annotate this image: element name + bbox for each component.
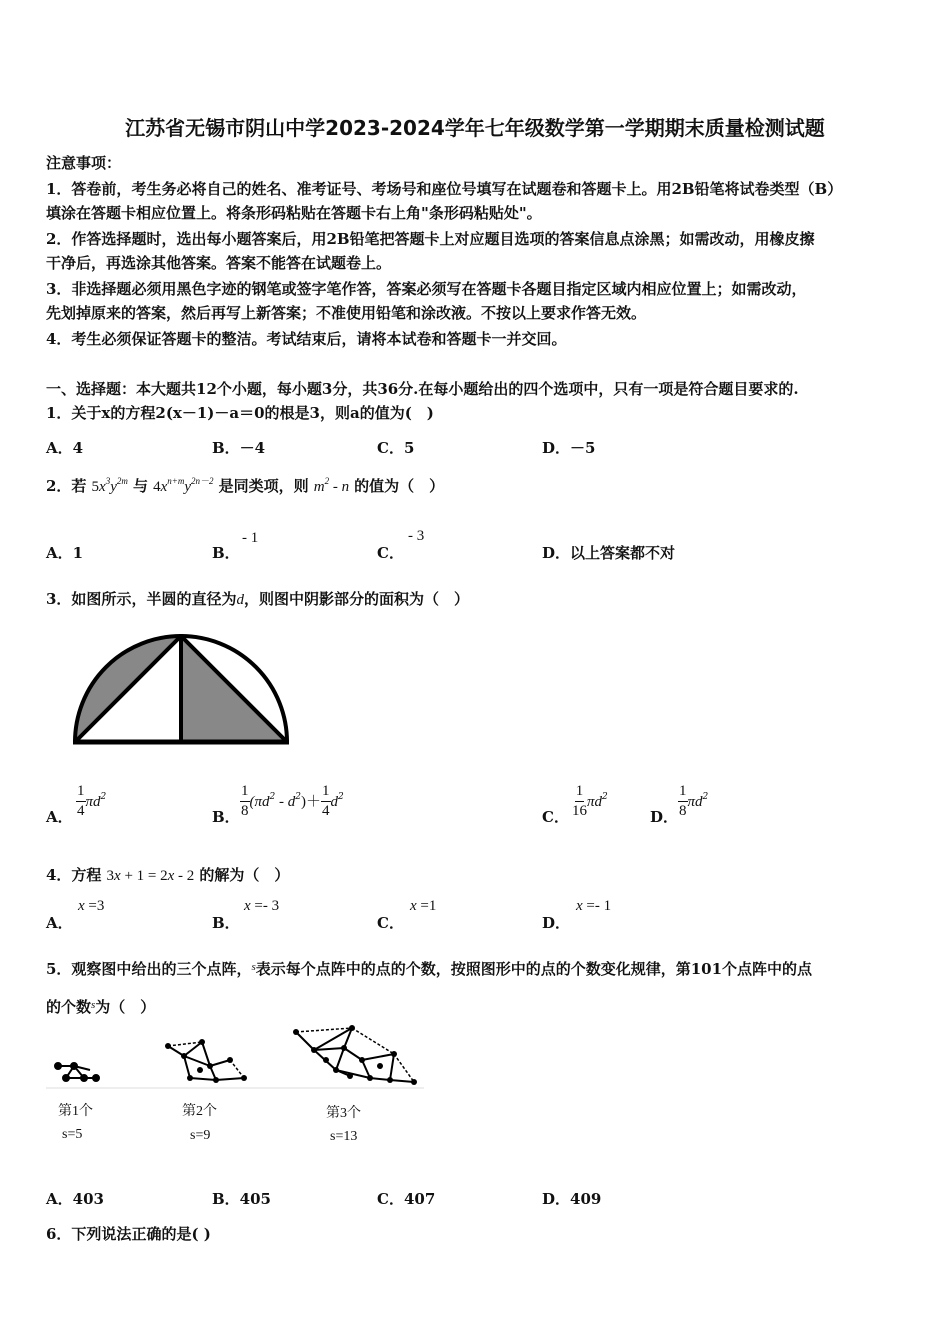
question-6-stem: 6．下列说法正确的是( ) [46, 1225, 211, 1243]
q3-option-c-label: C． [542, 808, 569, 826]
question-4-stem: 4．方程 3x + 1 = 2x - 2 的解为（ ） [46, 866, 290, 884]
lattice-2 [165, 1039, 247, 1083]
q4-option-d-value: x =- 1 [576, 898, 612, 914]
q4-option-c-label: C． [377, 914, 404, 932]
q3-option-b-label: B． [212, 808, 240, 826]
section-heading: 一、选择题：本大题共12个小题，每小题3分，共36分.在每小题给出的四个选项中，只有一项是符合题目要求的. [46, 380, 799, 398]
q5-option-a: A．403 [46, 1190, 104, 1208]
q2-suffix: 的值为（ ） [354, 477, 445, 495]
lattice-1-value: s=5 [62, 1127, 83, 1142]
q2-term1: $5x^3y^{2m}$ [91, 476, 128, 495]
q2-option-a: A．1 [46, 544, 84, 562]
q3-var-d: d [236, 592, 244, 608]
lattice-3 [293, 1025, 417, 1085]
q4-option-c-value: x =1 [410, 898, 437, 914]
question-3-stem: 3．如图所示，半圆的直径为d，则图中阴影部分的面积为（ ） [46, 590, 469, 608]
lattice-3-label: 第3个 [326, 1106, 361, 1121]
q2-option-d: D．以上答案都不对 [542, 544, 676, 562]
notice-line: 2．作答选择题时，选出每小题答案后，用2B铅笔把答题卡上对应题目选项的答案信息点涂黑；如需改动，用橡皮擦 [46, 230, 815, 248]
notice-line: 4．考生必须保证答题卡的整洁。考试结束后，请将本试卷和答题卡一并交回。 [46, 330, 567, 348]
q2-option-b-value: - 1 [242, 530, 259, 546]
q3-option-a-label: A． [46, 808, 73, 826]
q2-option-c-label: C． [377, 544, 404, 562]
q2-option-c-value: - 3 [408, 528, 425, 544]
q3-option-a-expr: $\frac{1}{4}$ $\pi d^2$ [77, 783, 107, 819]
lattice-2-label: 第2个 [182, 1104, 217, 1119]
q4-option-b-value: x =- 3 [244, 898, 280, 914]
q4-option-b-label: B． [212, 914, 240, 932]
q2-term2: $4x^{n+m}y^{2n-2}$ [153, 476, 214, 495]
q3-option-c-expr: $\frac{1}{16}$ $\pi d^2$ [572, 783, 608, 819]
notice-line: 填涂在答题卡相应位置上。将条形码粘贴在答题卡右上角"条形码粘贴处"。 [46, 204, 542, 222]
question-2-stem [46, 474, 444, 496]
question-5-line-2: 的个数$^s$为（ ） [46, 998, 156, 1016]
q2-expression: $m^2$ - n [313, 476, 350, 495]
notice-line: 3．非选择题必须用黑色字迹的钢笔或签字笔作答，答案必须写在答题卡各题目指定区域内相应位置上；如需改动， [46, 280, 807, 298]
lattice-3-value: s=13 [330, 1129, 358, 1144]
dot-lattice-figures [40, 1020, 430, 1092]
q2-prefix: 2．若 [46, 477, 87, 495]
lattice-1 [55, 1063, 99, 1081]
question-5-line-1: 5．观察图中给出的三个点阵，$^s$表示每个点阵中的点的个数，按照图形中的点的个数变化规律，第101个点阵中的点 [46, 960, 813, 978]
q3-option-d-label: D． [650, 808, 679, 826]
notice-heading: 注意事项： [46, 154, 122, 172]
lattice-1-label: 第1个 [58, 1104, 93, 1119]
q4-equation: 3x + 1 = 2x - 2 [106, 868, 195, 884]
q4-option-a-value: x =3 [78, 898, 105, 914]
q2-option-b-label: B． [212, 544, 240, 562]
q1-option-a: A．4 [46, 439, 84, 457]
q3-option-d-expr: $\frac{1}{8}$ $\pi d^2$ [679, 783, 709, 819]
q3-option-b-expr: $\frac{1}{8}$ $(\pi d^2 - d^2)+$ $\frac{1}{4}$ $d^2$ [241, 783, 344, 819]
q5-option-c: C．407 [377, 1190, 436, 1208]
semicircle-figure [68, 624, 294, 750]
notice-line: 1．答卷前，考生务必将自己的姓名、准考证号、考场号和座位号填写在试题卷和答题卡上。用2B铅笔将试卷类型（B） [46, 180, 843, 198]
q1-option-d: D．－5 [542, 439, 596, 457]
page-title: 江苏省无锡市阴山中学2023-2024学年七年级数学第一学期期末质量检测试题 [125, 116, 825, 140]
q4-option-d-label: D． [542, 914, 571, 932]
q1-option-c: C．5 [377, 439, 415, 457]
q5-var-s: s [251, 961, 256, 973]
q5-option-d: D．409 [542, 1190, 602, 1208]
notice-line: 干净后，再选涂其他答案。答案不能答在试题卷上。 [46, 254, 392, 272]
q1-option-b: B．－4 [212, 439, 266, 457]
question-1-stem: 1．关于x的方程2(x－1)－a＝0的根是3，则a的值为( ) [46, 404, 434, 422]
q4-option-a-label: A． [46, 914, 73, 932]
q2-mid: 与 [132, 477, 148, 495]
notice-line: 先划掉原来的答案，然后再写上新答案；不准使用铅笔和涂改液。不按以上要求作答无效。 [46, 304, 647, 322]
lattice-2-value: s=9 [190, 1128, 211, 1143]
q5-option-b: B．405 [212, 1190, 271, 1208]
q2-after: 是同类项，则 [218, 477, 309, 495]
